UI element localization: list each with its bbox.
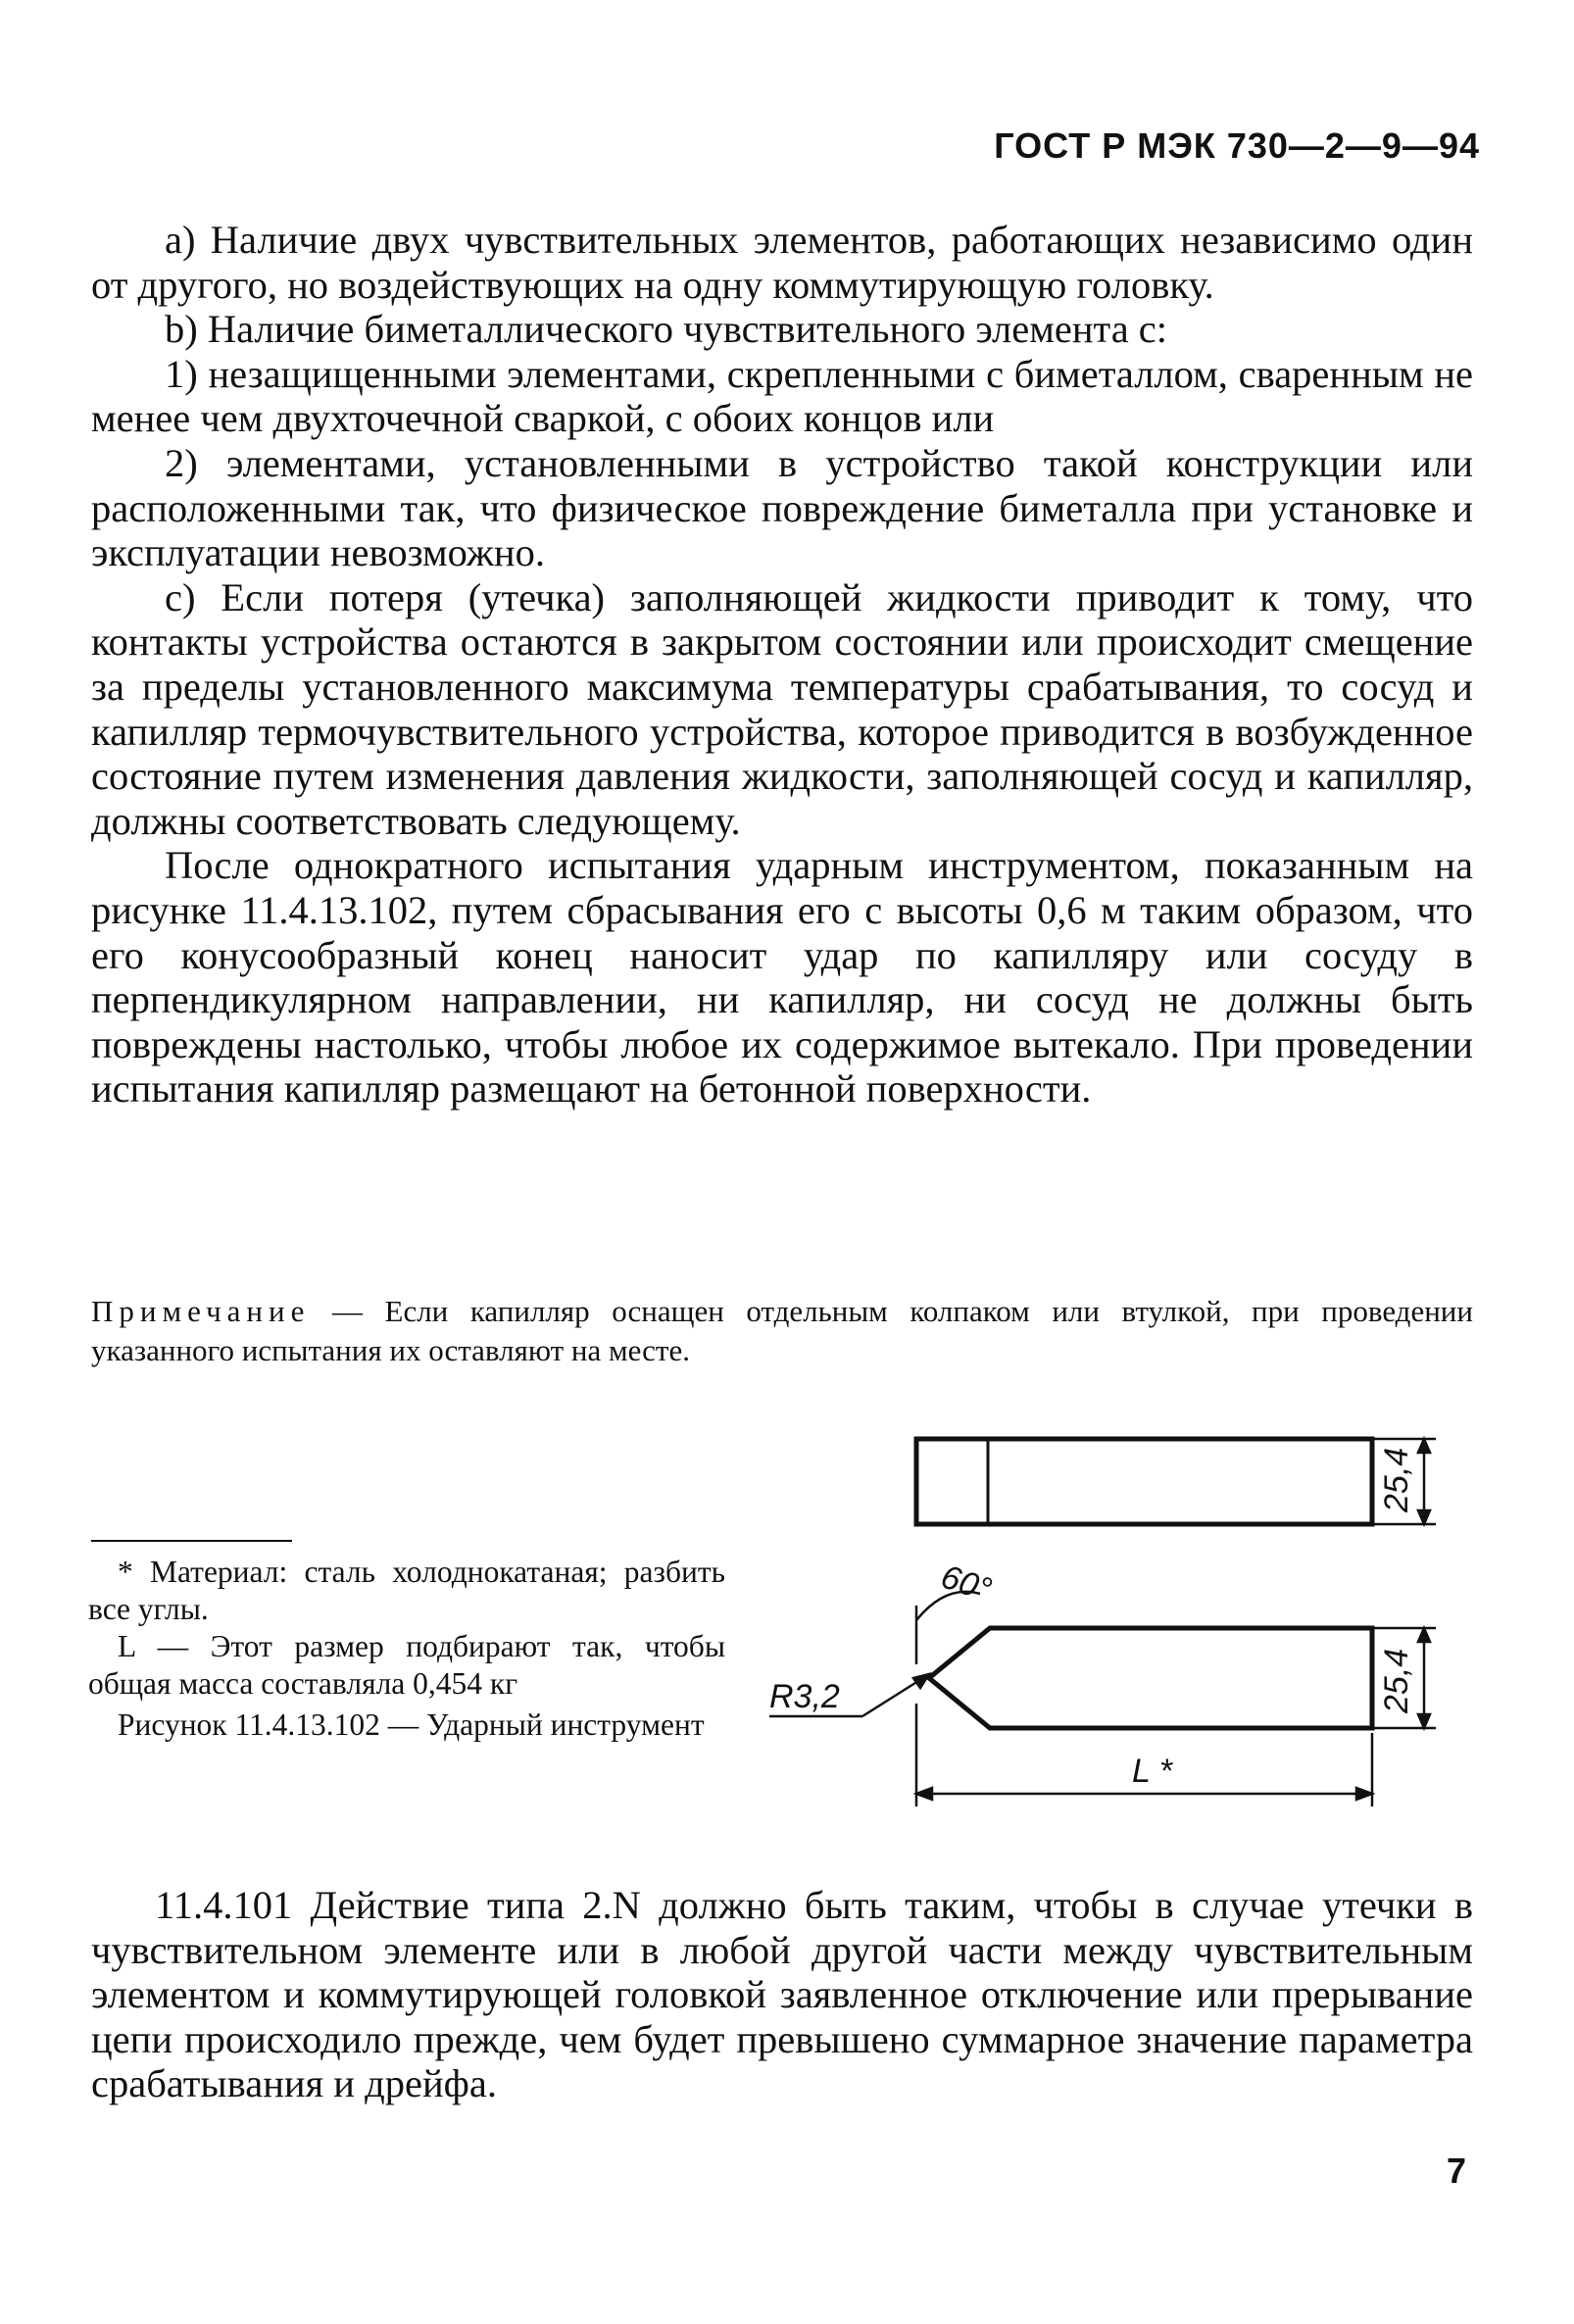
tool-top-view xyxy=(916,1439,1372,1524)
figure-caption: Рисунок 11.4.13.102 — Ударный инструмент xyxy=(118,1707,705,1742)
paragraph-b1: 1) незащищенными элементами, скрепленными с биметаллом, сваренным не менее чем двухточечной сваркой, с обоих концов или xyxy=(91,351,1473,441)
footnote-rule xyxy=(91,1540,292,1542)
paragraph-11-4-101-block xyxy=(91,1883,1473,2106)
length-label: L * xyxy=(1132,1753,1172,1790)
paragraph-b: b) Наличие биметаллического чувствительного элемента с: xyxy=(165,307,1168,352)
note-label: Примечание xyxy=(91,1294,311,1328)
footnote-length: L — Этот размер подбирают так, чтобы общая масса составляла 0,454 кг xyxy=(88,1629,725,1701)
page-number: 7 xyxy=(1446,2151,1466,2191)
paragraph-b2: 2) элементами, установленными в устройство такой конструкции или расположенными так, что физическое повреждение биметалла при установке и эксплуатации невозможно. xyxy=(91,440,1473,575)
dim-top-label: 25,4 xyxy=(1378,1447,1415,1512)
note-text: — Если капилляр оснащен отдельным колпаком или втулкой, при проведении указанного испытания их оставляют на месте. xyxy=(91,1294,1473,1367)
impact-tool-drawing xyxy=(745,1419,1451,1831)
paragraph-c: c) Если потеря (утечка) заполняющей жидкости приводит к тому, что контакты устройства остаются в закрытом состоянии или происходит смещение за пределы установленного максимума температуры срабатывания, то сосуд и капилляр термочувствительного устройства, которое приводится в возбужденное состояние путем изменения давления жидкости, заполняющей сосуд и капилляр, должны соответствовать следующему. xyxy=(91,574,1473,843)
figure-footnotes xyxy=(88,1554,725,1744)
footnote-material: * Материал: сталь холоднокатаная; разбить все углы. xyxy=(88,1555,725,1626)
radius-label: R3,2 xyxy=(769,1678,840,1715)
main-text-block xyxy=(91,218,1473,1112)
angle-label: 60° xyxy=(936,1558,997,1609)
tool-side-view xyxy=(929,1628,1372,1728)
paragraph-11-4-101: 11.4.101 Действие типа 2.N должно быть таким, чтобы в случае утечки в чувствительном элементе или в любой другой части между чувствительным элементом и коммутирующей головкой заявленное отключение или прерывание цепи происходило прежде, чем будет превышено суммарное значение параметра срабатывания и дрейфа. xyxy=(91,1883,1473,2106)
paragraph-test: После однократного испытания ударным инструментом, показанным на рисунке 11.4.13.102, путем сбрасывания его с высоты 0,6 м таким образом, что его конусообразный конец наносит удар по капилляру или сосуду в перпендикулярном направлении, ни капилляр, ни сосуд не должны быть повреждены настолько, чтобы любое их содержимое вытекало. При проведении испытания капилляр размещают на бетонной поверхности. xyxy=(91,843,1473,1112)
note xyxy=(91,1292,1473,1370)
paragraph-a: a) Наличие двух чувствительных элементов, работающих независимо один от другого, но воздействующих на одну коммутирующую головку. xyxy=(91,218,1473,307)
document-header: ГОСТ Р МЭК 730—2—9—94 xyxy=(994,125,1480,166)
dim-bottom-label: 25,4 xyxy=(1378,1648,1415,1713)
